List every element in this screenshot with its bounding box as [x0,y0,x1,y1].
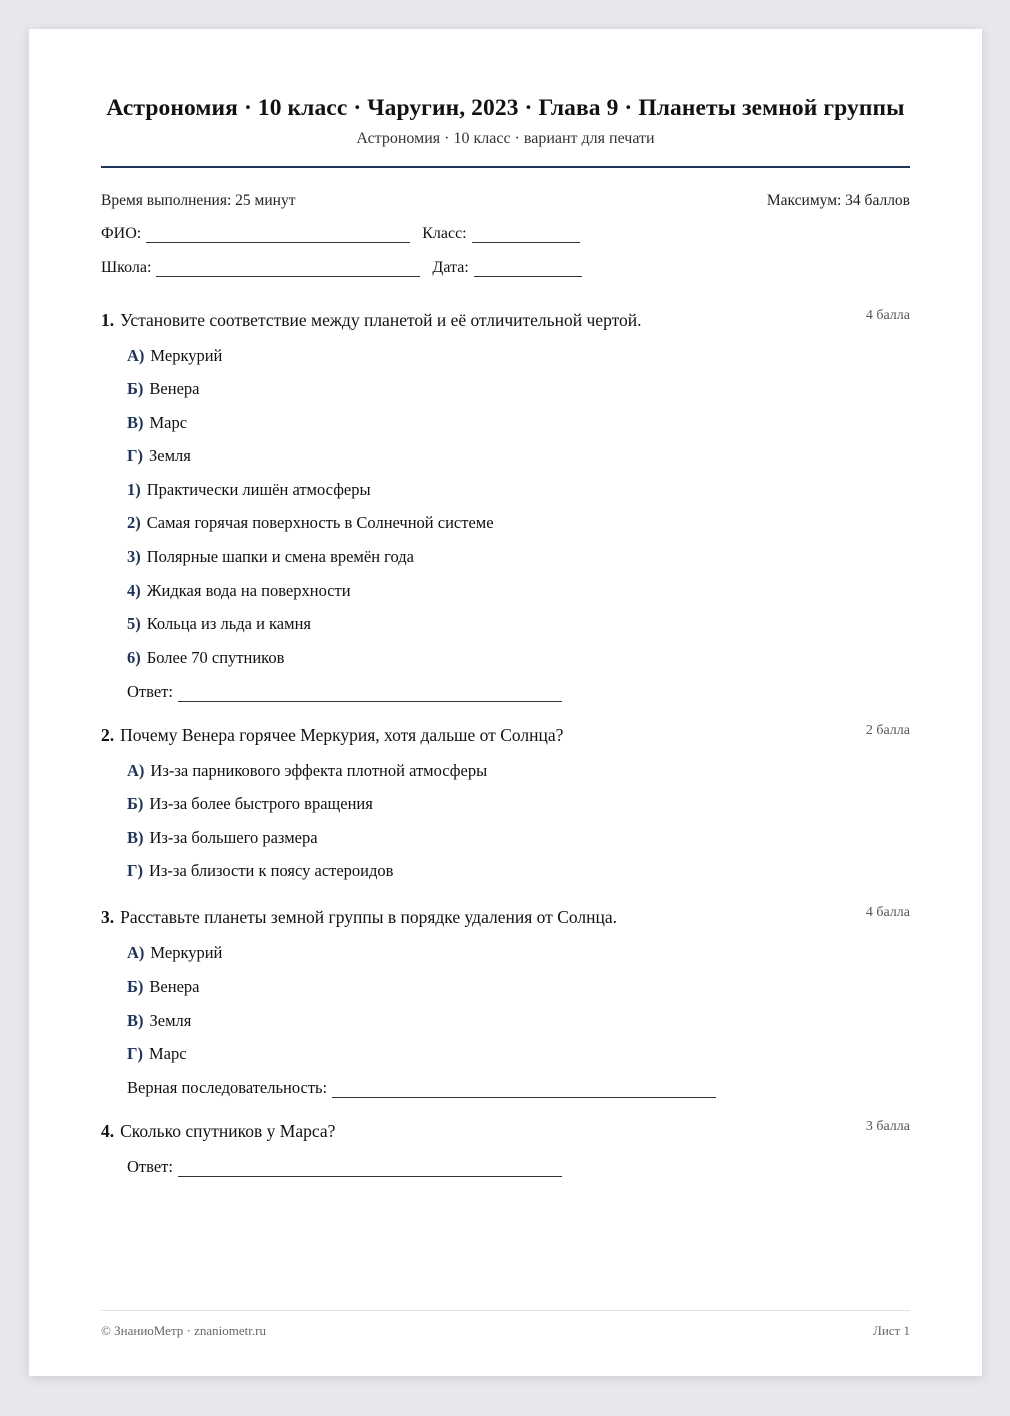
option-item [127,761,487,781]
question-points: 4 балла [865,308,910,323]
question-number: 1. [101,310,115,330]
option-marker: 4) [127,581,141,600]
option-marker: Г) [127,861,143,880]
option-item [127,1044,187,1064]
answer-label: Верная последовательность: [127,1078,328,1097]
time-limit: Время выполнения: 25 минут [101,192,296,209]
option-item [127,513,494,533]
question-number: 4. [101,1121,115,1141]
max-score: Максимум: 34 баллов [766,192,910,209]
option-text: Венера [149,379,200,398]
option-marker: Б) [127,794,144,813]
page-content [101,29,910,1376]
option-item [127,346,222,366]
option-item [127,648,284,668]
option-item [127,614,311,634]
option-text: Самая горячая поверхность в Солнечной системе [146,513,494,532]
option-item [127,861,393,881]
option-marker: 3) [127,547,141,566]
fio-field[interactable] [146,228,410,243]
question-1 [101,308,910,701]
question-points: 4 балла [865,905,910,920]
option-item [127,413,187,433]
option-text: Практически лишён атмосферы [146,480,371,499]
answer-row [127,682,574,702]
option-text: Венера [149,977,200,996]
school-label: Школа: [101,259,152,276]
page-title: Астрономия · 10 класс · Чаругин, 2023 · Глава 9 · Планеты земной группы [106,95,905,121]
option-marker: Г) [127,446,143,465]
page-subtitle: Астрономия · 10 класс · вариант для печати [356,130,655,147]
option-text: Из-за большего размера [149,828,318,847]
option-item [127,1011,191,1031]
option-text: Из-за парникового эффекта плотной атмосферы [150,761,488,780]
option-item [127,446,191,466]
question-header [101,310,910,331]
option-text: Кольца из льда и камня [146,614,311,633]
question-header [101,1121,910,1142]
option-item [127,480,371,500]
answer-field[interactable] [178,1162,562,1177]
question-points: 2 балла [865,723,910,738]
option-item [127,794,373,814]
option-text: Жидкая вода на поверхности [146,581,351,600]
question-header [101,725,910,746]
option-marker: В) [127,1011,144,1030]
answer-field[interactable] [178,687,562,702]
option-marker: В) [127,413,144,432]
option-item [127,581,351,601]
option-item [127,977,199,997]
footer-copyright: © ЗнаниоМетр · znaniometr.ru [101,1323,266,1338]
option-marker: Б) [127,379,144,398]
option-text: Земля [149,1011,192,1030]
question-2 [101,723,910,880]
option-text: Марс [149,1044,187,1063]
answer-label: Ответ: [127,1157,173,1176]
footer-divider [101,1310,910,1311]
question-3 [101,905,910,1097]
school-field[interactable] [156,262,420,277]
option-marker: А) [127,346,145,365]
option-marker: Б) [127,977,144,996]
school-date-row [101,259,910,277]
answer-field[interactable] [332,1083,716,1098]
option-marker: 5) [127,614,141,633]
question-number: 2. [101,725,115,745]
answer-label: Ответ: [127,682,173,701]
question-text: Почему Венера горячее Меркурия, хотя дальше от Солнца? [120,725,564,745]
meta-row [101,192,910,210]
option-marker: 1) [127,480,141,499]
answer-row [127,1157,574,1177]
option-marker: А) [127,943,145,962]
option-item [127,547,414,567]
option-item [127,828,318,848]
option-marker: А) [127,761,145,780]
class-field[interactable] [472,228,580,243]
option-marker: 2) [127,513,141,532]
question-text: Установите соответствие между планетой и её отличительной чертой. [120,310,642,330]
option-text: Из-за более быстрого вращения [149,794,373,813]
option-text: Полярные шапки и смена времён года [146,547,415,566]
question-points: 3 балла [865,1119,910,1134]
question-text: Сколько спутников у Марса? [120,1121,336,1141]
option-text: Земля [149,446,191,465]
name-class-row [101,225,910,243]
option-item [127,379,199,399]
option-marker: 6) [127,648,141,667]
option-text: Из-за близости к поясу астероидов [149,861,394,880]
question-4 [101,1119,910,1176]
page-number: Лист 1 [873,1323,910,1338]
fio-label: ФИО: [101,225,142,242]
worksheet-page [29,29,982,1376]
option-marker: Г) [127,1044,143,1063]
question-header [101,907,910,928]
question-text: Расставьте планеты земной группы в порядке удаления от Солнца. [120,907,617,927]
option-text: Более 70 спутников [146,648,285,667]
option-item [127,943,222,963]
option-marker: В) [127,828,144,847]
date-field[interactable] [474,262,582,277]
question-number: 3. [101,907,115,927]
date-label: Дата: [432,259,469,276]
option-text: Меркурий [150,943,223,962]
header-divider [101,166,910,168]
option-text: Марс [149,413,188,432]
class-label: Класс: [422,225,467,242]
answer-row [127,1078,728,1098]
option-text: Меркурий [150,346,223,365]
